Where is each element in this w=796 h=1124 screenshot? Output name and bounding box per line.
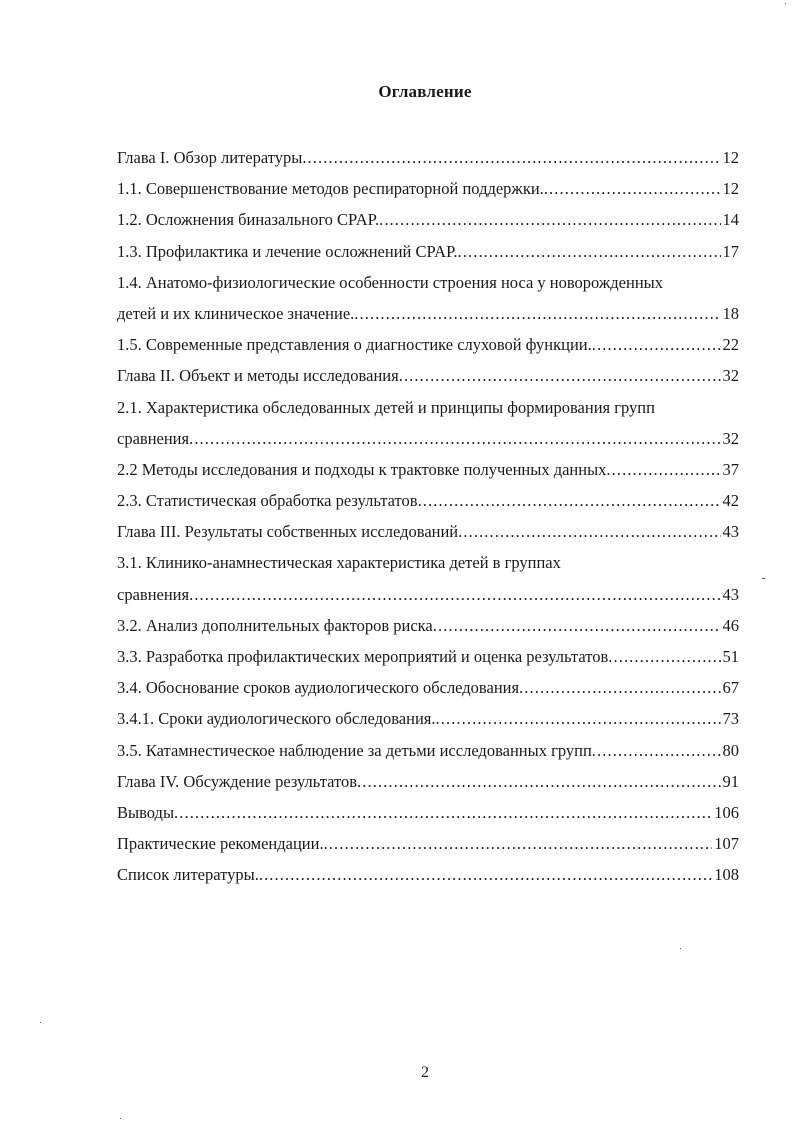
- toc-entry-page: 42: [722, 491, 739, 511]
- toc-entry-text: 2.3. Статистическая обработка результатов: [117, 491, 418, 511]
- dot-leader: [519, 672, 720, 703]
- dot-leader: [418, 485, 721, 516]
- toc-entry-text: Глава I. Обзор литературы: [117, 148, 303, 167]
- toc-entry-page: 22: [722, 335, 739, 355]
- dot-leader: [357, 766, 720, 797]
- toc-entry-page: 73: [722, 709, 739, 729]
- scan-speck: [120, 1118, 121, 1119]
- scan-speck: [762, 578, 765, 579]
- scan-speck: [680, 948, 681, 949]
- toc-entry-1-3: [117, 236, 739, 267]
- toc-entry-3-4: [117, 672, 739, 703]
- toc-entry-page: 91: [722, 771, 739, 791]
- dot-leader: [544, 173, 721, 204]
- dot-leader: [302, 142, 720, 173]
- toc-entry-references: [117, 859, 739, 890]
- toc-entry-text: 1.5. Современные представления о диагностике слуховой функции.: [117, 335, 592, 355]
- toc-entry-text: сравнения: [117, 428, 190, 448]
- toc-entry-text: Глава IV. Обсуждение результатов: [117, 771, 358, 791]
- dot-leader: [458, 236, 721, 267]
- toc-entry-text: 3.4.1. Сроки аудиологического обследования.: [117, 709, 436, 729]
- toc-entry-chapter-2: [117, 360, 739, 391]
- toc-entry-page: 51: [722, 647, 739, 666]
- toc-entry-recommendations: [117, 828, 739, 859]
- dot-leader: [433, 610, 721, 641]
- toc-entry-chapter-1: [117, 142, 739, 173]
- toc-entry-text: Список литературы.: [117, 865, 259, 885]
- toc-entry-page: 14: [722, 210, 739, 230]
- toc-entry-text: 3.4. Обоснование сроков аудиологического обследования: [117, 678, 520, 698]
- toc-entry-chapter-4: [117, 766, 739, 797]
- dot-leader: [458, 516, 720, 547]
- toc-entry-text: 2.2 Методы исследования и подходы к трактовке полученных данных: [117, 459, 607, 479]
- toc-entry-page: 43: [722, 522, 739, 542]
- dot-leader: [189, 423, 720, 454]
- toc-entry-page: 17: [722, 241, 739, 261]
- toc-entry-text: 3.2. Анализ дополнительных факторов риска: [117, 615, 433, 635]
- toc-entry-text: Глава III. Результаты собственных исследований: [117, 522, 459, 542]
- dot-leader: [592, 329, 721, 360]
- table-of-contents: [117, 142, 739, 891]
- dot-leader: [436, 703, 721, 734]
- toc-entry-page: 80: [722, 740, 739, 760]
- toc-entry-1-4-line1: 1.4. Анатомо-физиологические особенности строения носа у новорожденных: [117, 272, 663, 292]
- toc-entry-3-3: [117, 641, 739, 672]
- toc-entry-text: 3.5. Катамнестическое наблюдение за детьми исследованных групп: [117, 740, 592, 760]
- toc-entry-page: 37: [722, 459, 739, 479]
- toc-entry-page: 106: [714, 802, 739, 822]
- toc-entry-text: 1.2. Осложнения биназального CPAP.: [117, 210, 380, 230]
- scan-speck: [785, 3, 786, 4]
- toc-entry-page: 32: [722, 428, 739, 448]
- toc-entry-text: Глава II. Объект и методы исследования: [117, 366, 399, 386]
- toc-entry-2-2: [117, 454, 739, 485]
- toc-entry-2-1: [117, 423, 739, 454]
- dot-leader: [174, 797, 712, 828]
- page-number: 2: [421, 1064, 429, 1081]
- toc-entry-page: 12: [722, 179, 739, 199]
- toc-entry-page: 46: [722, 615, 739, 635]
- toc-entry-page: 108: [714, 865, 739, 885]
- toc-entry-1-2: [117, 204, 739, 235]
- toc-entry-page: 107: [714, 834, 739, 854]
- dot-leader: [354, 298, 720, 329]
- toc-entry-3-4-1: [117, 703, 739, 734]
- toc-entry-3-1-line1: 3.1. Клинико-анамнестическая характеристика детей в группах: [117, 553, 561, 573]
- toc-entry-text: 1.3. Профилактика и лечение осложнений CPAP.: [117, 241, 458, 261]
- dot-leader: [608, 641, 720, 672]
- toc-entry-1-5: [117, 329, 739, 360]
- dot-leader: [189, 579, 720, 610]
- toc-entry-3-5: [117, 735, 739, 766]
- toc-entry-text: 3.3. Разработка профилактических мероприятий и оценка результатов: [117, 647, 609, 666]
- toc-entry-page: 67: [722, 678, 739, 698]
- dot-leader: [379, 204, 720, 235]
- dot-leader: [606, 454, 720, 485]
- toc-entry-2-3: [117, 485, 739, 516]
- toc-entry-page: 43: [722, 584, 739, 604]
- toc-entry-page: 32: [722, 366, 739, 386]
- dot-leader: [259, 859, 712, 890]
- dot-leader: [324, 828, 713, 859]
- toc-entry-chapter-3: [117, 516, 739, 547]
- toc-entry-text: сравнения: [117, 584, 190, 604]
- dot-leader: [592, 735, 721, 766]
- scan-speck: [40, 1022, 41, 1023]
- toc-entry-text: Выводы: [117, 802, 175, 822]
- toc-entry-3-2: [117, 610, 739, 641]
- toc-entry-3-1: [117, 579, 739, 610]
- toc-entry-1-4: [117, 298, 739, 329]
- toc-entry-text: Практические рекомендации.: [117, 834, 324, 854]
- toc-entry-text: детей и их клиническое значение.: [117, 303, 355, 323]
- toc-entry-2-1-line1: 2.1. Характеристика обследованных детей и принципы формирования групп: [117, 397, 655, 417]
- toc-entry-1-1: [117, 173, 739, 204]
- dot-leader: [399, 360, 721, 391]
- toc-entry-page: 18: [722, 303, 739, 323]
- toc-entry-text: 1.1. Совершенствование методов респираторной поддержки.: [117, 179, 544, 199]
- toc-entry-conclusions: [117, 797, 739, 828]
- toc-entry-page: 12: [722, 148, 739, 167]
- page-title: Оглавление: [378, 82, 472, 101]
